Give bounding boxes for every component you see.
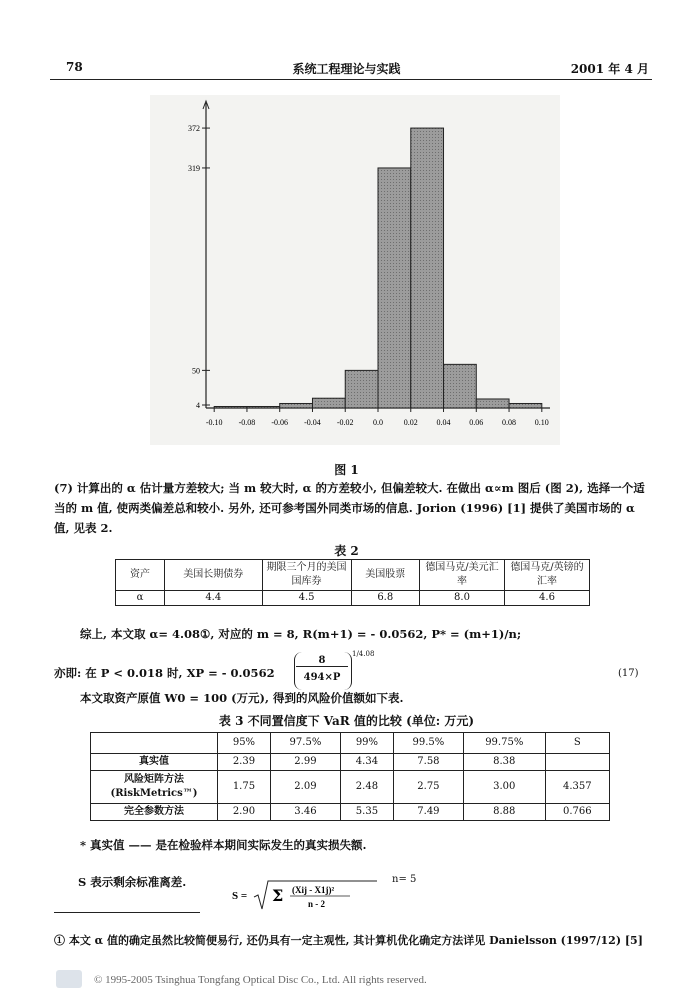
histogram-bar <box>509 403 542 408</box>
y-tick-label: 372 <box>188 124 200 134</box>
histogram-bar <box>411 128 444 408</box>
table-header-cell: 95% <box>218 733 271 754</box>
histogram-bar <box>312 398 345 408</box>
x-tick-label: 0.10 <box>534 418 549 427</box>
copyright: © 1995-2005 Tsinghua Tongfang Optical Disc Co., Ltd. All rights reserved. <box>94 974 427 986</box>
body-paragraph-1 <box>54 478 654 538</box>
table-cell: 4.6 <box>505 591 590 606</box>
table-row <box>91 754 610 771</box>
x-tick-label: -0.04 <box>304 418 321 427</box>
table-header-cell: 99.5% <box>393 733 463 754</box>
table-header-row <box>116 560 590 591</box>
page-number: 78 <box>66 60 83 74</box>
table-header-cell: 德国马克/美元汇率 <box>420 560 505 591</box>
table-cell <box>545 754 609 771</box>
x-tick-label: 0.06 <box>469 418 484 427</box>
table-cell: 2.09 <box>270 771 340 804</box>
histogram-bar <box>247 406 280 408</box>
histogram-bar <box>378 168 411 408</box>
assets-line: 本文取资产原值 W0 = 100 (万元), 得到的风险价值额如下表. <box>80 691 404 705</box>
table-cell: 2.90 <box>218 804 271 821</box>
histogram-chart <box>150 95 560 445</box>
table-header-cell: 美国长期债券 <box>165 560 263 591</box>
table-row <box>91 771 610 804</box>
table-header-cell: 99.75% <box>463 733 545 754</box>
svg-text:(Xij - X1j)²: (Xij - X1j)² <box>292 885 335 895</box>
x-tick-label: -0.08 <box>238 418 256 427</box>
table-cell: 4.5 <box>262 591 351 606</box>
table-header-cell: 资产 <box>116 560 165 591</box>
x-tick-label: -0.06 <box>271 418 289 427</box>
x-tick-label: -0.02 <box>336 418 354 427</box>
table-header-cell: S <box>545 733 609 754</box>
table-cell: 2.48 <box>340 771 393 804</box>
s-label: S 表示剩余标准离差. <box>78 875 187 889</box>
eq17-exponent: 1/4.08 <box>352 650 375 658</box>
footnote: ① 本文 α 值的确定虽然比较简便易行, 还仍具有一定主观性, 其计算机优化确定方法详见 Danielsson (1997/12) [5] <box>54 934 643 947</box>
footnote-rule <box>54 912 200 913</box>
true-value-note: * 真实值 —— 是在检验样本期间实际发生的真实损失额. <box>80 838 367 852</box>
eq17-prefix: 亦即: 在 P < 0.018 时, XP = - 0.0562 <box>54 666 275 680</box>
table-row <box>116 591 590 606</box>
svg-text:S =: S = <box>232 890 248 902</box>
table-header-cell <box>91 733 218 754</box>
table-cell: 2.39 <box>218 754 271 771</box>
table-cell: 2.75 <box>393 771 463 804</box>
table-header-row <box>91 733 610 754</box>
histogram-bar <box>476 399 509 408</box>
journal-title: 系统工程理论与实践 <box>292 62 401 76</box>
table-cell: 3.00 <box>463 771 545 804</box>
y-tick-label: 50 <box>192 366 200 376</box>
table3-caption: 表 3 不同置信度下 VaR 值的比较 (单位: 万元) <box>218 714 475 728</box>
eq17-numerator: 8 <box>296 655 348 667</box>
x-tick-label: -0.10 <box>205 418 223 427</box>
table-cell: 真实值 <box>91 754 218 771</box>
table-cell: 8.0 <box>420 591 505 606</box>
table-cell: 2.99 <box>270 754 340 771</box>
table-cell: 7.58 <box>393 754 463 771</box>
histogram-bar <box>345 370 378 408</box>
figure-caption: 图 1 <box>334 463 359 477</box>
y-tick-label: 4 <box>196 400 200 410</box>
table-cell: 5.35 <box>340 804 393 821</box>
x-tick-label: 0.02 <box>403 418 418 427</box>
x-tick-label: 0.08 <box>502 418 517 427</box>
s-formula <box>232 866 382 916</box>
histogram-bar <box>444 364 477 408</box>
table-cell: 4.34 <box>340 754 393 771</box>
table-cell: 8.38 <box>463 754 545 771</box>
header-rule <box>50 79 652 80</box>
eq17-denominator: 494×P <box>303 672 341 683</box>
table-cell: 风险矩阵方法 (RiskMetrics™) <box>91 771 218 804</box>
table-row <box>91 804 610 821</box>
table-3 <box>90 732 610 821</box>
histogram-bar <box>214 406 247 408</box>
histogram-bar <box>280 403 313 408</box>
publisher-logo <box>56 970 82 988</box>
table-cell: 8.88 <box>463 804 545 821</box>
histogram-figure <box>150 95 560 445</box>
table-cell: α <box>116 591 165 606</box>
x-tick-label: 0.0 <box>373 418 383 427</box>
s-formula-graphic <box>232 879 382 913</box>
table-2 <box>115 559 590 606</box>
svg-text:n - 2: n - 2 <box>308 899 326 909</box>
eq17-number: (17) <box>618 668 639 679</box>
table-header-cell: 美国股票 <box>351 560 419 591</box>
table-cell: 6.8 <box>351 591 419 606</box>
table-header-cell: 德国马克/英镑的汇率 <box>505 560 590 591</box>
table-header-cell: 99% <box>340 733 393 754</box>
table-cell: 3.46 <box>270 804 340 821</box>
table-cell: 1.75 <box>218 771 271 804</box>
table-cell: 0.766 <box>545 804 609 821</box>
summary-line: 综上, 本文取 α= 4.08①, 对应的 m = 8, R(m+1) = - 0.0562, P* = (m+1)/n; <box>80 627 522 641</box>
table-header-cell: 期限三个月的美国国库券 <box>262 560 351 591</box>
paragraph-text: (7) 计算出的 α 估计量方差较大; 当 m 较大时, α 的方差较小, 但偏差较大. 在做出 α∝m 图后 (图 2), 选择一个适当的 m 值, 使两类偏差总和较小. 另外, 还可参考国外同类市场的信息. Jorion (1996) [1] 提供了美国市场的 α 值, 见表 2. <box>54 481 645 535</box>
table-header-cell: 97.5% <box>270 733 340 754</box>
y-tick-label: 319 <box>188 163 200 173</box>
table-cell: 完全参数方法 <box>91 804 218 821</box>
x-tick-label: 0.04 <box>436 418 451 427</box>
table-cell: 7.49 <box>393 804 463 821</box>
n-value: n= 5 <box>392 874 417 885</box>
issue-date: 2001 年 4 月 <box>570 62 649 76</box>
table-cell: 4.357 <box>545 771 609 804</box>
svg-text:Σ: Σ <box>272 886 284 905</box>
table-cell: 4.4 <box>165 591 263 606</box>
table2-caption: 表 2 <box>334 544 359 558</box>
